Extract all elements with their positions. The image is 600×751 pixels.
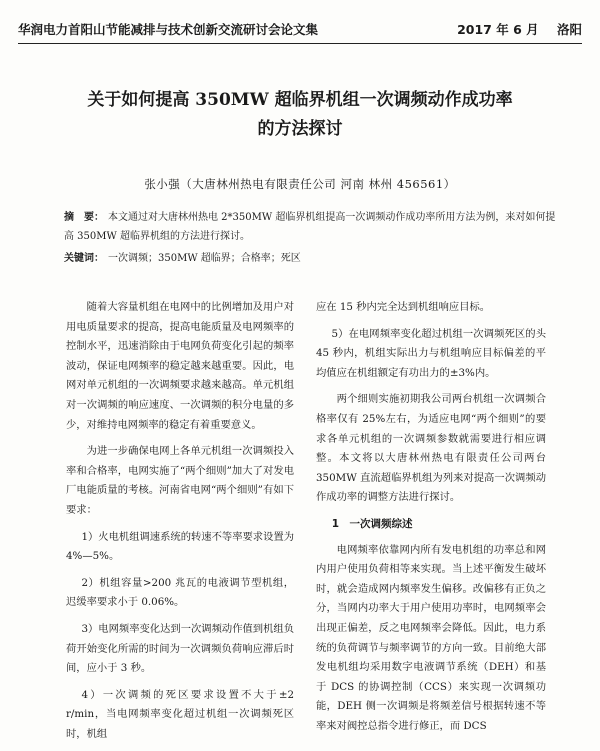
right-column (316, 298, 546, 743)
paper-title (40, 86, 560, 144)
keywords-label: 关键词： (64, 253, 104, 264)
author-affiliation: 张小强（大唐林州热电有限责任公司 河南 林州 456561） (144, 177, 456, 191)
paragraph: 两个细则实施初期我公司两台机组一次调频合格率仅有 25%左右，为适应电网“两个细则”的要求各单元机组的一次调频参数就需要进行相应调整。本文将以大唐林州热电有限责任公司两台 350MW 直流超临界机组为列来对提高一次调频动作成功率的调整方法进行探讨。 (316, 393, 546, 504)
running-header (18, 0, 582, 44)
list-item: 3）电网频率变化达到一次调频动作值到机组负荷开始变化所需的时间为一次调频负荷响应滞后时间，应小于 3 秒。 (66, 622, 294, 675)
header-date-place (443, 20, 582, 38)
abstract-label: 摘 要： (64, 212, 104, 223)
paragraph: 电网频率依靠网内所有发电机组的功率总和网内用户使用负荷相等来实现。当上述平衡发生破坏时，就会造成网内频率发生偏移。改偏移有正负之分，当网内功率大于用户使用功率时，电网频率会出现正偏差，反之电网频率会降低。因此，电力系统的负荷调节与频率调节的方向一致。目前绝大部发电机组均采用数字电液调节系统（DEH）和基于 DCS 的协调控制（CCS）来实现一次调频功能，DEH 侧一次调频是将频差信号根据转速不等率来对阀控总指令进行修正，而 DCS (316, 543, 546, 732)
list-item: 2）机组容量>200 兆瓦的电液调节型机组，迟缓率要求小于 0.06%。 (66, 576, 294, 609)
keywords-text: 一次调频；350MW 超临界；合格率；死区 (108, 253, 301, 264)
header-date: 2017 年 6 月 (457, 22, 539, 37)
paragraph: 为进一步确保电网上各单元机组一次调频投入率和合格率，电网实施了“两个细则”加大了对发电厂电能质量的考核。河南省电网“两个细则”有如下要求： (66, 445, 294, 516)
left-column (66, 298, 294, 751)
list-item: 1）火电机组调速系统的转速不等率要求设置为 4%—5%。 (66, 530, 294, 563)
section-heading: 1 一次调频综述 (331, 517, 413, 530)
paragraph-continued: 应在 15 秒内完全达到机组响应目标。 (316, 301, 491, 313)
paragraph: 随着大容量机组在电网中的比例增加及用户对用电质量要求的提高，提高电能质量及电网频率的控制水平，迅速消除由于电网负荷变化引起的频率波动，保证电网频率的稳定越来越重要。因此，电网对单元机组的一次调频要求越来越高。单元机组对一次调频的响应速度、一次调频的积分电量的多少，对维持电网频率的稳定有着重要意义。 (66, 301, 294, 431)
journal-title: 华润电力首阳山节能减排与技术创新交流研讨会论文集 (18, 22, 319, 37)
title-line-2: 的方法探讨 (257, 119, 343, 139)
header-place: 洛阳 (556, 22, 582, 37)
list-item: 5）在电网频率变化超过机组一次调频死区的头 45 秒内，机组实际出力与机组响应目标偏差的平均值应在机组额定有功出力的±3%内。 (316, 327, 546, 379)
abstract (64, 208, 556, 246)
title-line-1: 关于如何提高 350MW 超临界机组一次调频动作成功率 (87, 90, 513, 110)
abstract-text: 本文通过对大唐林州热电 2*350MW 超临界机组提高一次调频动作成功率所用方法为例，来对如何提高 350MW 超临界机组的方法进行探讨。 (64, 212, 556, 242)
keywords (64, 250, 556, 268)
list-item: 4）一次调频的死区要求设置不大于±2 r/min，当电网频率变化超过机组一次调频死区时，机组 (66, 688, 294, 740)
